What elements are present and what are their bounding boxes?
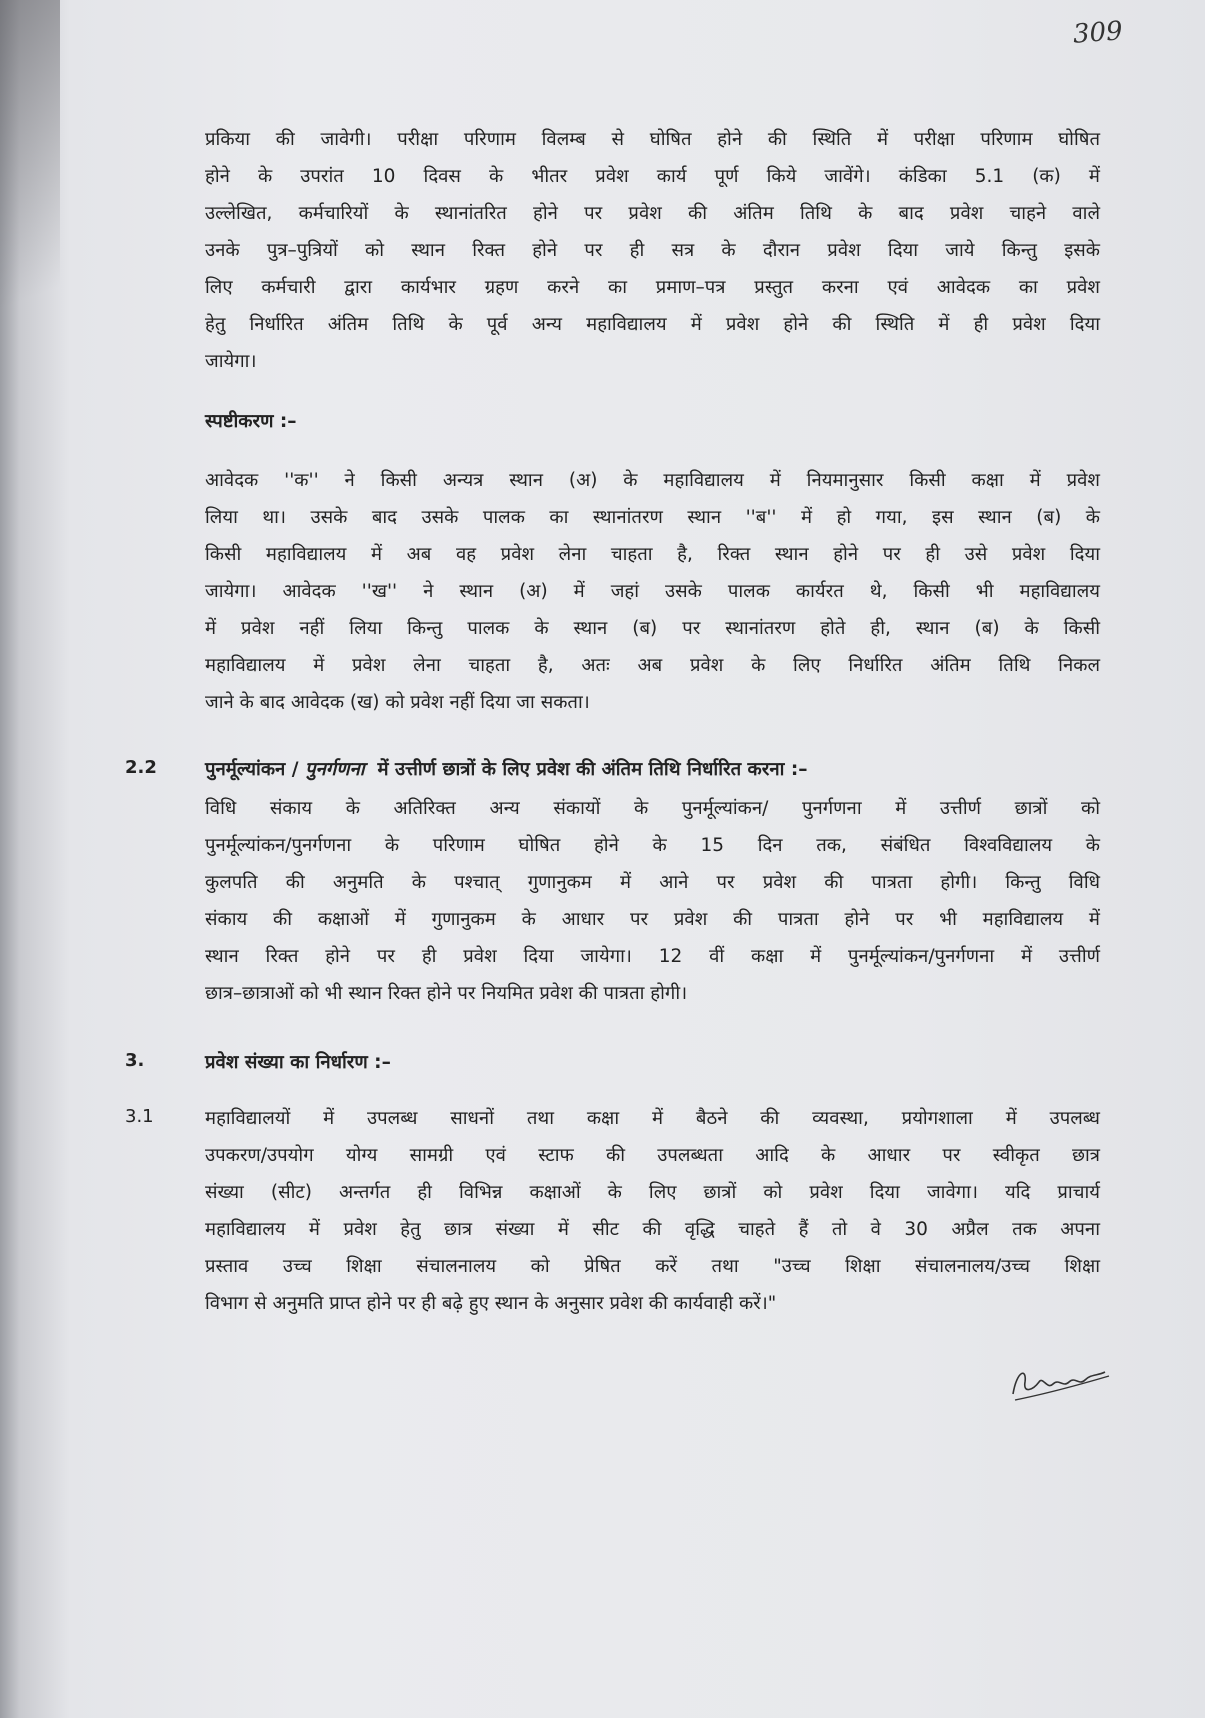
text-line: कुलपति की अनुमति के पश्चात् गुणानुकम में आने पर प्रवेश की पात्रता होगी। किन्तु विधि — [205, 872, 1100, 893]
text-line: महाविद्यालयों में उपलब्ध साधनों तथा कक्षा में बैठने की व्यवस्था, प्रयोगशाला में उपलब्ध — [205, 1108, 1100, 1129]
signature — [1005, 1360, 1115, 1410]
text-line: महाविद्यालय में प्रवेश हेतु छात्र संख्या में सीट की वृद्धि चाहते हैं तो वे 30 अप्रैल तक अपना — [205, 1219, 1100, 1240]
text-line: लिया था। उसके बाद उसके पालक का स्थानांतरण स्थान ''ब'' में हो गया, इस स्थान (ब) के — [205, 507, 1100, 528]
page-number: 309 — [1072, 16, 1124, 50]
text-line: जायेगा। — [205, 351, 257, 372]
section-number-2-2: 2.2 — [125, 757, 157, 778]
text-line: पुनर्मूल्यांकन/पुनर्गणना के परिणाम घोषित होने के 15 दिन तक, संबंधित विश्वविद्यालय के — [205, 835, 1100, 856]
text-line: किसी महाविद्यालय में अब वह प्रवेश लेना चाहता है, रिक्त स्थान होने पर ही उसे प्रवेश दिया — [205, 544, 1100, 565]
section-3-heading: प्रवेश संख्या का निर्धारण :– — [205, 1052, 391, 1073]
text-line: विभाग से अनुमति प्राप्त होने पर ही बढ़े हुए स्थान के अनुसार प्रवेश की कार्यवाही करें।" — [205, 1293, 777, 1314]
text-line: उनके पुत्र–पुत्रियों को स्थान रिक्त होने पर ही सत्र के दौरान प्रवेश दिया जाये किन्तु इसके — [205, 240, 1100, 261]
text-line: हेतु निर्धारित अंतिम तिथि के पूर्व अन्य महाविद्यालय में प्रवेश होने की स्थिति में ही प्रवेश दिया — [205, 314, 1100, 335]
section-2-2-heading — [205, 751, 807, 788]
text-line: उल्लेखित, कर्मचारियों के स्थानांतरित होने पर प्रवेश की अंतिम तिथि के बाद प्रवेश चाहने वाले — [205, 203, 1100, 224]
text-line: स्थान रिक्त होने पर ही प्रवेश दिया जायेगा। 12 वीं कक्षा में पुनर्मूल्यांकन/पुनर्गणना में उत्तीर्ण — [205, 946, 1100, 967]
text-line: प्रस्ताव उच्च शिक्षा संचालनालय को प्रेषित करें तथा "उच्च शिक्षा संचालनालय/उच्च शिक्षा — [205, 1256, 1100, 1277]
heading-italic: पुनर्गणना — [304, 759, 365, 780]
text-line: में प्रवेश नहीं लिया किन्तु पालक के स्थान (ब) पर स्थानांतरण होते ही, स्थान (ब) के किसी — [205, 618, 1100, 639]
paragraph-clarification — [205, 462, 1100, 721]
scan-shadow — [0, 0, 60, 420]
text-line: संकाय की कक्षाओं में गुणानुकम के आधार पर प्रवेश की पात्रता होने पर भी महाविद्यालय में — [205, 909, 1100, 930]
text-line: आवेदक ''क'' ने किसी अन्यत्र स्थान (अ) के महाविद्यालय में नियमानुसार किसी कक्षा में प्रवेश — [205, 470, 1100, 491]
text-line: लिए कर्मचारी द्वारा कार्यभार ग्रहण करने का प्रमाण–पत्र प्रस्तुत करना एवं आवेदक का प्रवेश — [205, 277, 1100, 298]
heading-part1: पुनर्मूल्यांकन / — [205, 759, 305, 780]
paragraph-admission-deadline — [205, 121, 1100, 380]
section-number-3-1: 3.1 — [125, 1106, 154, 1127]
paragraph-section-3-1 — [205, 1100, 1100, 1322]
text-line: उपकरण/उपयोग योग्य सामग्री एवं स्टाफ की उपलब्धता आदि के आधार पर स्वीकृत छात्र — [205, 1145, 1100, 1166]
text-line: जायेगा। आवेदक ''ख'' ने स्थान (अ) में जहां उसके पालक कार्यरत थे, किसी भी महाविद्यालय — [205, 581, 1100, 602]
text-line: महाविद्यालय में प्रवेश लेना चाहता है, अतः अब प्रवेश के लिए निर्धारित अंतिम तिथि निकल — [205, 655, 1100, 676]
text-line: विधि संकाय के अतिरिक्त अन्य संकायों के पुनर्मूल्यांकन/ पुनर्गणना में उत्तीर्ण छात्रों को — [205, 798, 1100, 819]
text-line: संख्या (सीट) अन्तर्गत ही विभिन्न कक्षाओं के लिए छात्रों को प्रवेश दिया जावेगा। यदि प्राचार्य — [205, 1182, 1100, 1203]
text-line: होने के उपरांत 10 दिवस के भीतर प्रवेश कार्य पूर्ण किये जावेंगे। कंडिका 5.1 (क) में — [205, 166, 1100, 187]
text-line: प्रकिया की जावेगी। परीक्षा परिणाम विलम्ब से घोषित होने की स्थिति में परीक्षा परिणाम घोषित — [205, 129, 1100, 150]
clarification-heading: स्पष्टीकरण :– — [205, 411, 297, 432]
paragraph-section-2-2 — [205, 790, 1100, 1012]
text-line: छात्र–छात्राओं को भी स्थान रिक्त होने पर नियमित प्रवेश की पात्रता होगी। — [205, 983, 688, 1004]
text-line: जाने के बाद आवेदक (ख) को प्रवेश नहीं दिया जा सकता। — [205, 692, 590, 713]
heading-part2: में उत्तीर्ण छात्रों के लिए प्रवेश की अंतिम तिथि निर्धारित करना :– — [364, 759, 808, 780]
section-number-3: 3. — [125, 1050, 145, 1071]
